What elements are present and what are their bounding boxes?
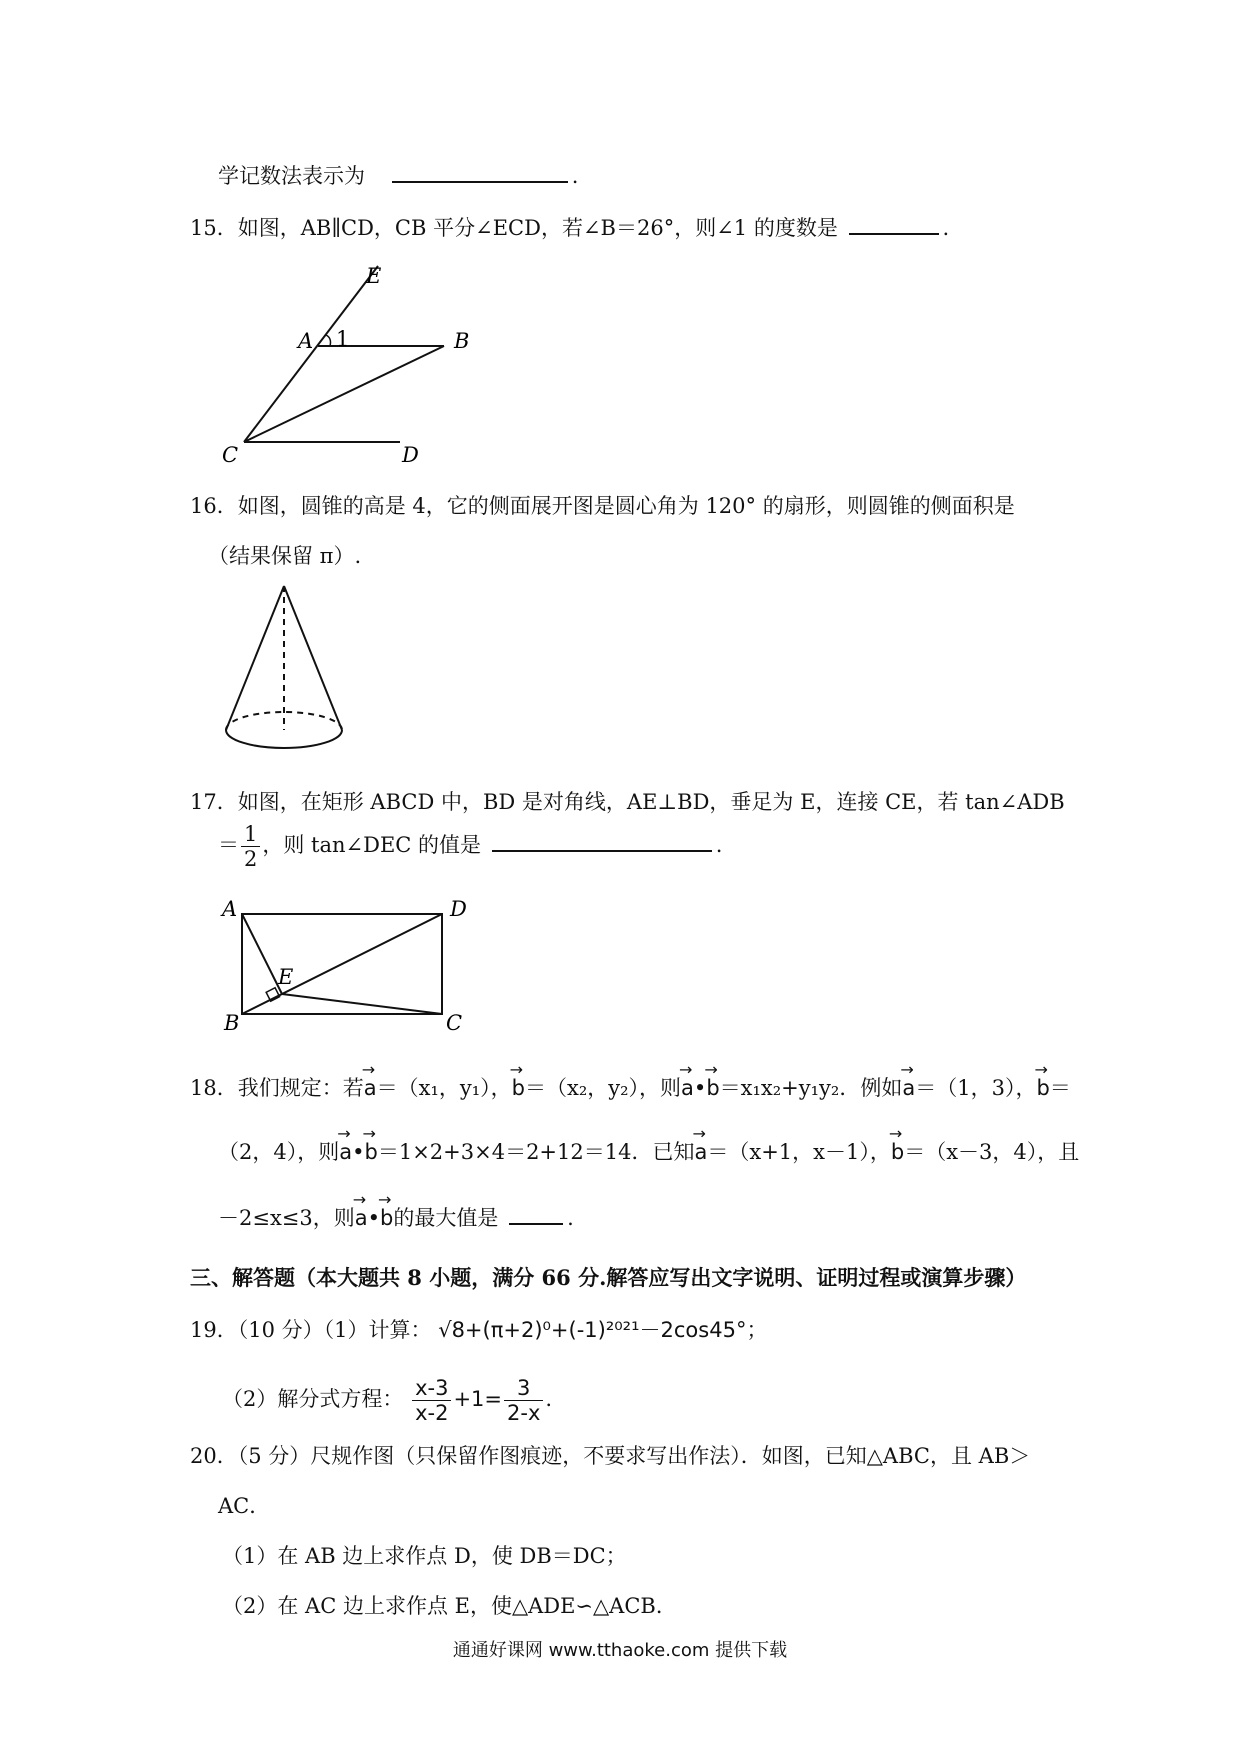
q14-tail [218, 160, 578, 190]
q18-l2b: ＝1×2+3×4＝2+12＝14．已知 [377, 1140, 695, 1164]
q17-end: . [715, 833, 723, 857]
label-d: D [402, 443, 419, 467]
q16-number: 16． [190, 494, 238, 518]
q18-end: . [567, 1206, 574, 1230]
q19-f1-den: x-2 [415, 1401, 449, 1425]
q19-number: 19． [190, 1318, 238, 1342]
q20-part2: （2）在 AC 边上求作点 E，使△ADE∽△ACB． [222, 1594, 677, 1618]
question-18-line3 [218, 1202, 574, 1232]
q19-f2-num: 3 [504, 1376, 543, 1401]
dot-op: • [352, 1140, 365, 1164]
vec-b: → b [891, 1140, 904, 1164]
vec-a: → a [364, 1076, 377, 1100]
answer-blank-14 [392, 163, 568, 183]
question-19 [190, 1314, 767, 1344]
q15-text: 如图，AB∥CD，CB 平分∠ECD，若∠B＝26°，则∠1 的度数是 [237, 216, 838, 240]
q18-l1c: ＝（x₂，y₂），则 [525, 1076, 682, 1100]
q17-eq: ＝ [218, 833, 239, 857]
q20-number: 20． [190, 1444, 238, 1468]
dot-op: • [367, 1206, 381, 1230]
cone-base-front [226, 730, 342, 748]
question-16 [190, 490, 1015, 520]
q19-part2-label: （2）解分式方程： [222, 1387, 404, 1411]
q19-part1-label: （10 分）（1）计算： [237, 1318, 432, 1342]
q16-line2: （结果保留 π）. [208, 544, 362, 568]
label-1: 1 [336, 327, 350, 351]
q17-number: 17． [190, 790, 238, 814]
q19-part2 [222, 1376, 552, 1425]
q18-l2a: （2，4），则 [218, 1140, 340, 1164]
question-17 [190, 786, 1065, 816]
vec-a: → a [681, 1076, 694, 1100]
q19-f2-den: 2-x [507, 1401, 541, 1425]
line-ae [242, 914, 282, 994]
q17-line2-wrap [218, 822, 722, 871]
q17-line1: 如图，在矩形 ABCD 中，BD 是对角线，AE⊥BD，垂足为 E，连接 CE，若 tan∠ADB [237, 790, 1065, 814]
q18-l1e: ＝（1，3）， [915, 1076, 1037, 1100]
q17-rectangle-figure [218, 898, 478, 1038]
q16-line2-wrap [208, 540, 361, 570]
answer-blank-17 [492, 832, 712, 852]
q19-expression: √8+(π+2)⁰+(-1)²⁰²¹－2cos45°； [438, 1318, 768, 1342]
label-a: A [222, 898, 238, 921]
question-20 [190, 1440, 1030, 1470]
q19-f1-num: x-3 [412, 1376, 451, 1401]
q19-mid: +1= [453, 1387, 502, 1411]
q17-frac-den: 2 [244, 847, 258, 871]
vec-b: → b [512, 1076, 525, 1100]
q18-l2c: ＝（x+1，x－1）， [707, 1140, 891, 1164]
page-footer: 通通好课网 www.tthaoke.com 提供下载 [452, 1640, 788, 1661]
q20-part1: （1）在 AB 边上求作点 D，使 DB＝DC； [222, 1544, 627, 1568]
q18-l2d: ＝（x－3，4），且 [904, 1140, 1080, 1164]
cone-slant-left [226, 586, 284, 730]
q19-fraction-1 [412, 1376, 451, 1425]
diag-bd [242, 914, 442, 1014]
q18-l1f: ＝ [1049, 1076, 1071, 1100]
q17-fraction [241, 822, 260, 871]
q20-line2: AC． [218, 1494, 271, 1518]
vec-b: → b [706, 1076, 719, 1100]
cone-slant-right [284, 586, 342, 730]
answer-blank-15 [849, 215, 939, 235]
q16-line1: 如图，圆锥的高是 4，它的侧面展开图是圆心角为 120° 的扇形，则圆锥的侧面积是 [237, 494, 1015, 518]
q19-fraction-2 [504, 1376, 543, 1425]
label-e: E [278, 965, 294, 989]
angle-1-arc [326, 335, 331, 346]
q18-l1a: 我们规定：若 [237, 1076, 364, 1100]
q14-end: . [571, 164, 579, 188]
q18-number: 18． [190, 1076, 238, 1100]
question-18-line2 [218, 1136, 1079, 1166]
q14-text: 学记数法表示为 [218, 164, 365, 188]
vec-b: → b [365, 1140, 378, 1164]
q19-end: . [545, 1387, 553, 1411]
line-ce [282, 994, 442, 1014]
q18-l1d: ＝x₁x₂+y₁y₂．例如 [719, 1076, 903, 1100]
q18-l3a: －2≤x≤3，则 [218, 1206, 355, 1230]
dot-op: • [693, 1076, 707, 1100]
vec-b: → b [380, 1206, 393, 1230]
label-e: E [366, 264, 382, 288]
label-c: C [222, 443, 239, 467]
q15-number: 15． [190, 216, 238, 240]
vec-a: → a [339, 1140, 352, 1164]
q15-figure [210, 262, 480, 467]
line-cb [244, 346, 444, 442]
q16-cone-figure [218, 580, 348, 760]
vec-b: → b [1036, 1076, 1049, 1100]
vec-a: → a [694, 1140, 707, 1164]
answer-blank-18 [509, 1205, 563, 1225]
vec-a: → a [355, 1206, 368, 1230]
q18-l3b: 的最大值是 [393, 1206, 499, 1230]
label-a: A [298, 329, 314, 353]
line-ce [244, 266, 378, 442]
q17-line2: ，则 tan∠DEC 的值是 [262, 833, 482, 857]
question-15 [190, 212, 949, 242]
section-3-heading: 三、解答题（本大题共 8 小题，满分 66 分.解答应写出文字说明、证明过程或演算步骤） [190, 1265, 1027, 1290]
q15-end: . [942, 216, 950, 240]
vec-a: → a [902, 1076, 915, 1100]
q17-frac-num: 1 [241, 822, 260, 847]
label-b: B [454, 329, 470, 353]
q20-line1: （5 分）尺规作图（只保留作图痕迹，不要求写出作法）．如图，已知△ABC，且 AB＞ [237, 1444, 1031, 1468]
label-c: C [446, 1011, 463, 1035]
label-b: B [224, 1011, 240, 1035]
q18-l1b: ＝（x₁，y₁）， [376, 1076, 512, 1100]
label-d: D [450, 898, 467, 921]
question-18-line1 [190, 1072, 1071, 1102]
